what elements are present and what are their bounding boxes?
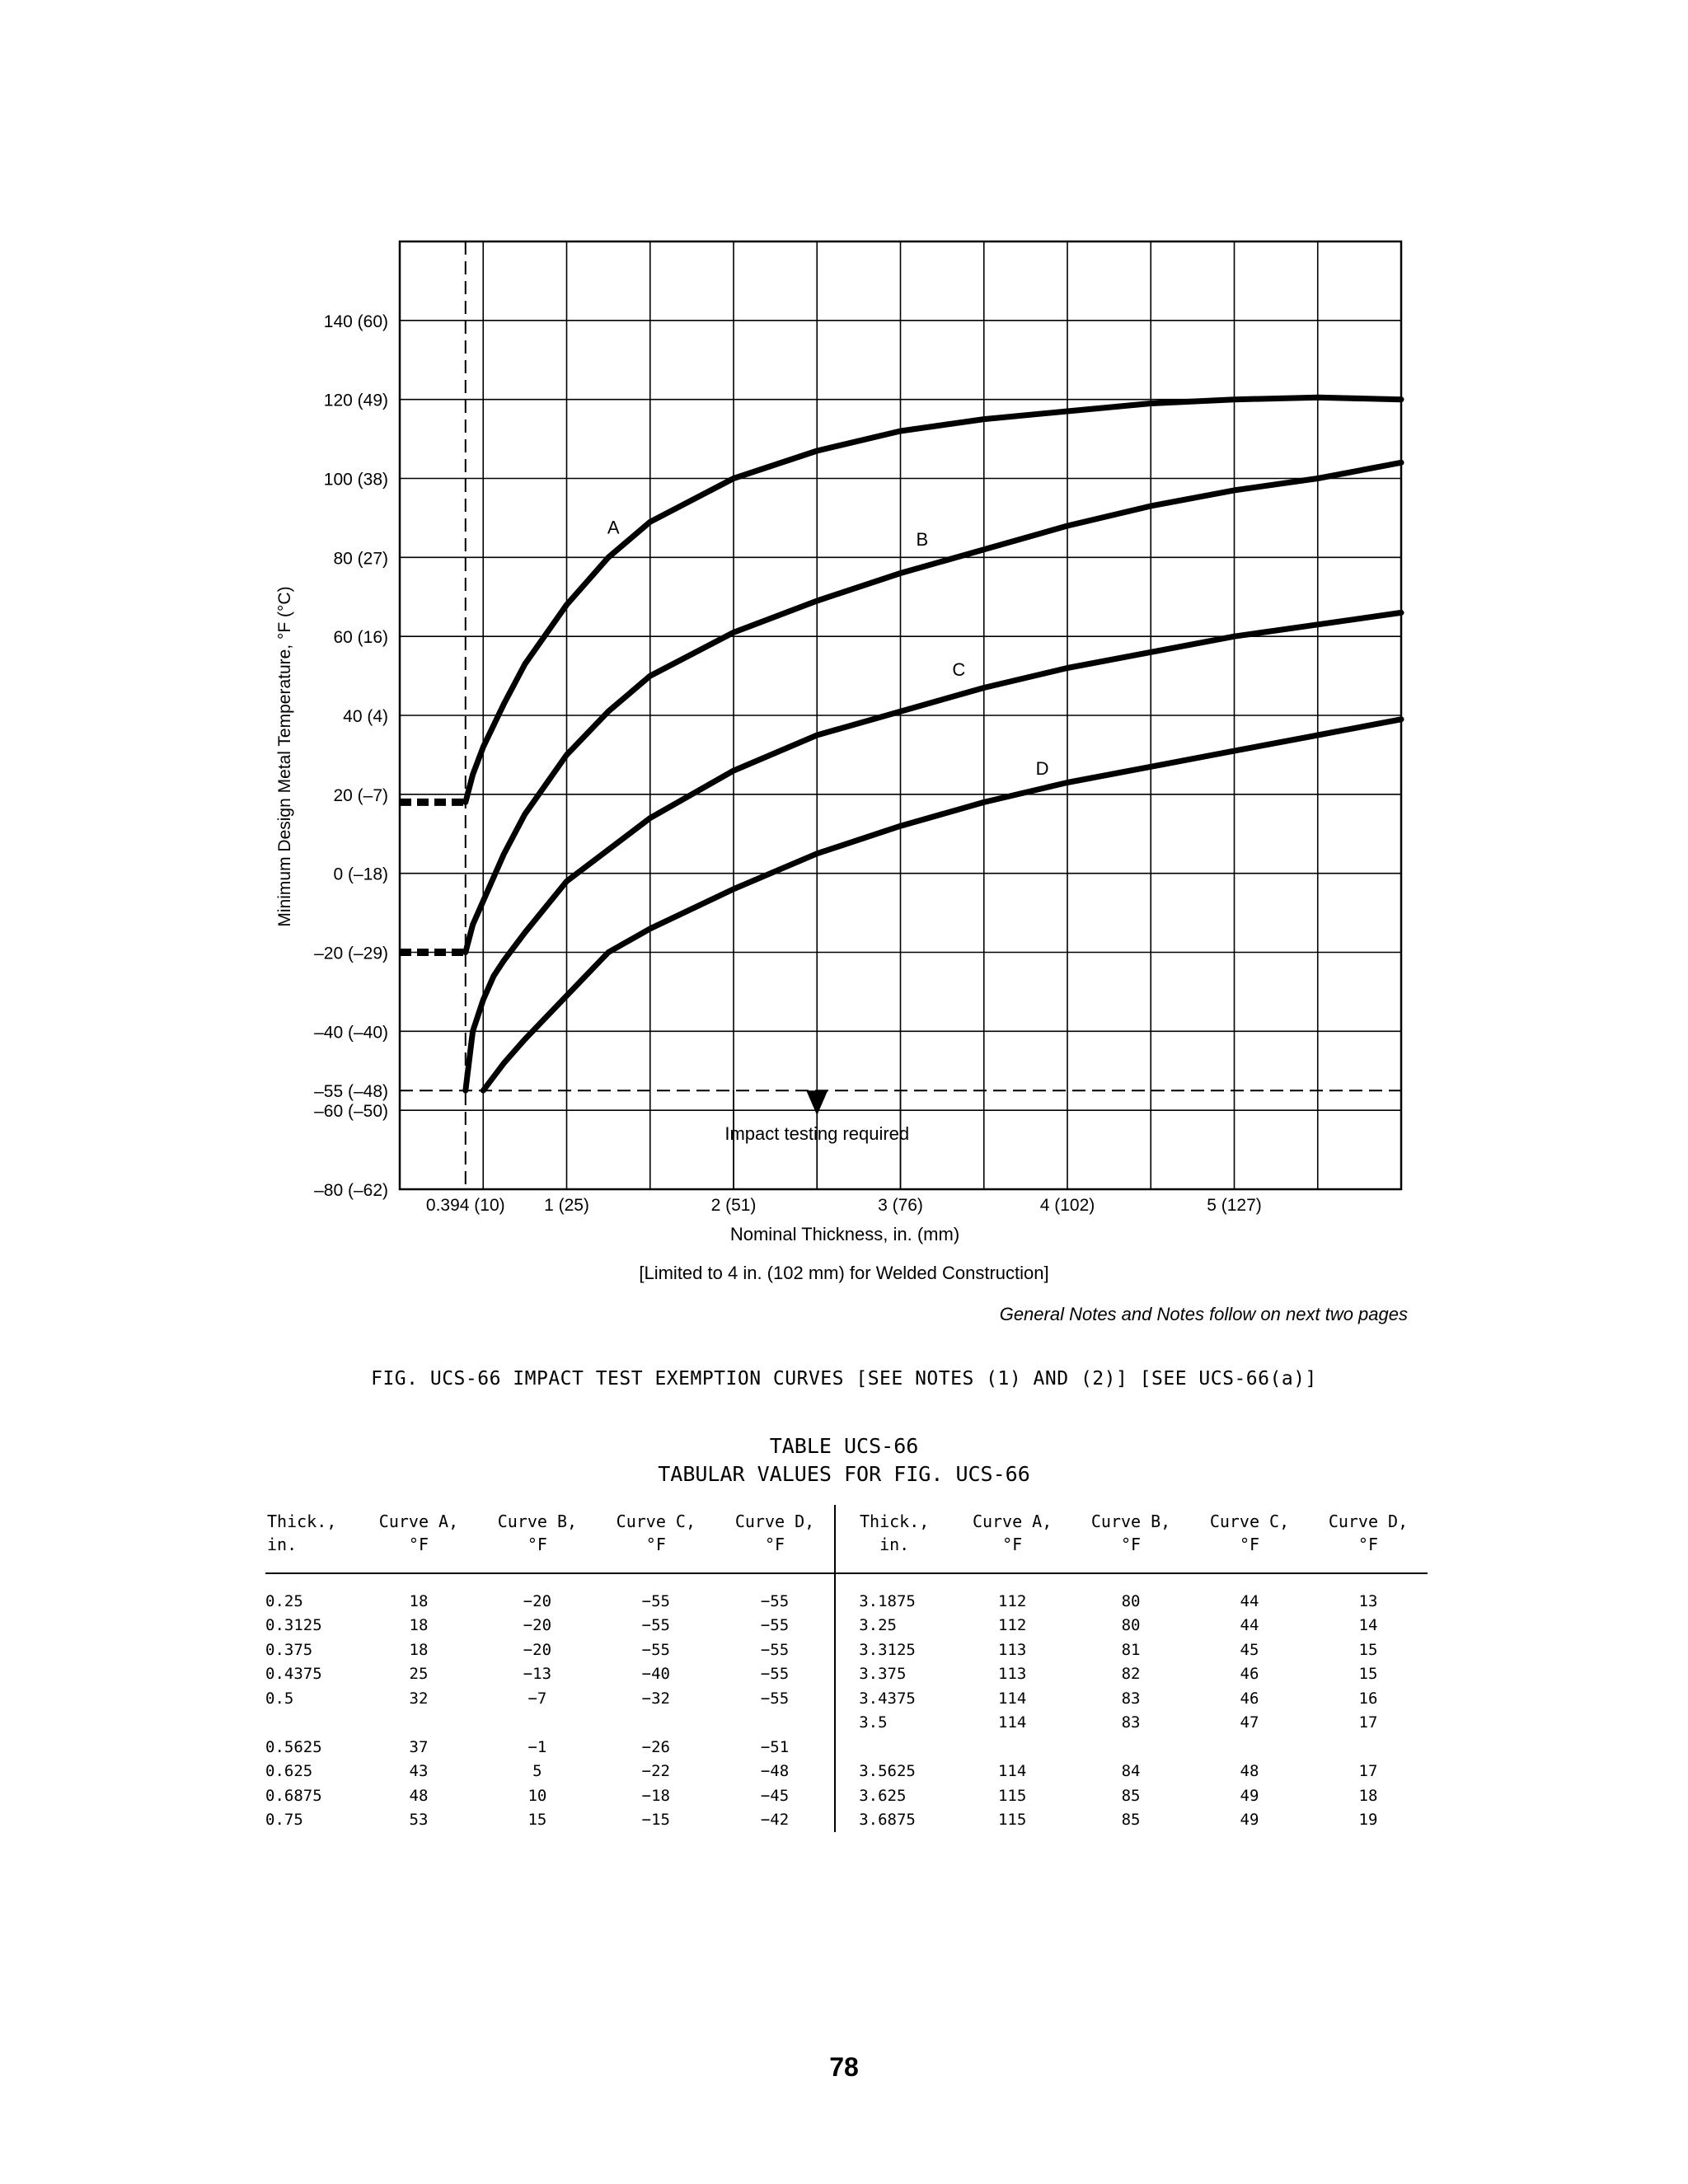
table-cell: 115 <box>997 1786 1027 1805</box>
table-row <box>265 1808 1428 1833</box>
table-cell: 0.75 <box>265 1811 303 1830</box>
table-cell: 48 <box>409 1786 429 1805</box>
table-row <box>265 1760 1428 1784</box>
header-curve-c <box>597 1505 715 1573</box>
table-cell <box>597 1711 715 1736</box>
header-label: Curve D, <box>734 1511 815 1531</box>
table-cell: 0.375 <box>265 1640 313 1659</box>
curve-d <box>483 719 1401 1090</box>
table-cell: −42 <box>760 1811 790 1830</box>
table-cell: 85 <box>1121 1811 1141 1830</box>
table-cell: −20 <box>523 1616 552 1635</box>
table-cell: −55 <box>760 1665 790 1684</box>
table-cell <box>835 1735 953 1760</box>
table-cell: −45 <box>760 1786 790 1805</box>
table-cell: −55 <box>760 1689 790 1708</box>
table-cell: 83 <box>1121 1689 1141 1708</box>
y-tick-label: 120 (49) <box>323 391 388 410</box>
header-unit: °F <box>645 1535 666 1554</box>
table-row <box>265 1686 1428 1711</box>
table-cell <box>478 1711 597 1736</box>
header-curve-a-2 <box>953 1505 1071 1573</box>
table-row <box>265 1638 1428 1662</box>
header-unit: °F <box>527 1535 547 1554</box>
table-cell: 3.25 <box>835 1614 953 1638</box>
y-tick-label: –80 (–62) <box>314 1181 388 1200</box>
header-unit: °F <box>1002 1535 1023 1554</box>
header-curve-d <box>715 1505 835 1573</box>
table-cell: 0.25 <box>265 1591 303 1610</box>
table-cell <box>1309 1735 1428 1760</box>
chart-labels <box>314 312 1262 1215</box>
table-cell: −55 <box>641 1640 670 1659</box>
chart-grid <box>400 241 1401 1189</box>
table-cell: 44 <box>1240 1591 1259 1610</box>
table-cell: 10 <box>528 1786 547 1805</box>
curve-a <box>466 397 1401 802</box>
header-label: Curve A, <box>972 1511 1053 1531</box>
table-cell: 25 <box>409 1665 429 1684</box>
table-cell: 49 <box>1240 1811 1259 1830</box>
header-unit: °F <box>408 1535 429 1554</box>
header-label: Curve C, <box>616 1511 696 1531</box>
table-cell: 37 <box>409 1737 429 1756</box>
x-tick-label: 5 (127) <box>1207 1196 1262 1215</box>
table-cell <box>359 1711 478 1736</box>
table-cell: 49 <box>1240 1786 1259 1805</box>
header-curve-b-2 <box>1071 1505 1190 1573</box>
x-tick-label: 3 (76) <box>878 1196 923 1215</box>
table-cell: 115 <box>997 1811 1027 1830</box>
notes-follow-text: General Notes and Notes follow on next two pages <box>999 1304 1408 1324</box>
table-cell: 3.625 <box>835 1783 953 1808</box>
table-header-row <box>265 1505 1428 1573</box>
table-cell: −1 <box>528 1737 547 1756</box>
table-cell: −22 <box>641 1762 670 1781</box>
table-cell: 82 <box>1121 1665 1141 1684</box>
table-cell: 0.3125 <box>265 1616 322 1635</box>
table-cell: −55 <box>760 1640 790 1659</box>
table-cell: 18 <box>409 1640 429 1659</box>
table-row <box>265 1711 1428 1736</box>
table-cell: 3.5625 <box>835 1760 953 1784</box>
curve-a-label: A <box>607 517 620 538</box>
table-cell: 44 <box>1240 1616 1259 1635</box>
table-cell <box>1071 1735 1190 1760</box>
table-cell: 18 <box>409 1616 429 1635</box>
table-cell: 112 <box>997 1591 1027 1610</box>
header-curve-d-2 <box>1309 1505 1428 1573</box>
table-cell: 85 <box>1121 1786 1141 1805</box>
y-tick-label: 80 (27) <box>333 549 388 569</box>
header-unit: °F <box>1357 1535 1379 1554</box>
table-cell: 3.1875 <box>835 1573 953 1614</box>
curve-b <box>466 462 1401 952</box>
x-tick-label: 2 (51) <box>710 1196 757 1215</box>
table-cell: 3.4375 <box>835 1686 953 1711</box>
header-curve-a <box>359 1505 478 1573</box>
table-cell: 43 <box>409 1762 429 1781</box>
table-cell: 17 <box>1358 1762 1378 1781</box>
table-cell: 81 <box>1121 1640 1141 1659</box>
table-row <box>265 1662 1428 1687</box>
table-cell <box>1190 1735 1309 1760</box>
y-tick-label: 140 (60) <box>323 312 388 331</box>
table-cell <box>715 1711 835 1736</box>
impact-testing-label: Impact testing required <box>724 1123 910 1145</box>
table-cell: 112 <box>997 1616 1027 1635</box>
table-cell: 18 <box>1358 1786 1378 1805</box>
table-cell: −55 <box>760 1591 790 1610</box>
table-cell: 46 <box>1240 1665 1259 1684</box>
table-cell: −55 <box>641 1591 670 1610</box>
table-cell: 53 <box>409 1811 429 1830</box>
header-unit: °F <box>1121 1535 1142 1554</box>
table-row <box>265 1783 1428 1808</box>
table-cell: 16 <box>1358 1689 1378 1708</box>
table-title: TABLE UCS-66 <box>769 1434 919 1458</box>
table-cell: 3.6875 <box>835 1808 953 1833</box>
table-cell: −20 <box>523 1640 552 1659</box>
header-thick <box>265 1505 359 1573</box>
header-label: Curve C, <box>1209 1511 1290 1531</box>
table-cell: −18 <box>641 1786 670 1805</box>
table-cell: 3.5 <box>835 1711 953 1736</box>
table-cell: 17 <box>1358 1713 1378 1732</box>
header-unit: in. <box>879 1535 910 1554</box>
table-cell: 114 <box>997 1689 1027 1708</box>
table-cell: 32 <box>409 1689 429 1708</box>
table-cell: 114 <box>997 1713 1027 1732</box>
table-cell: 14 <box>1358 1616 1378 1635</box>
table-cell: 0.4375 <box>265 1665 322 1684</box>
table-cell: −26 <box>641 1737 670 1756</box>
table-cell: 84 <box>1121 1762 1141 1781</box>
table-subtitle: TABULAR VALUES FOR FIG. UCS-66 <box>658 1462 1030 1486</box>
table-cell: −51 <box>760 1737 790 1756</box>
table-cell: 48 <box>1240 1762 1259 1781</box>
table-cell: −55 <box>760 1616 790 1635</box>
page-number: 78 <box>829 2052 859 2082</box>
curve-c-label: C <box>952 659 966 681</box>
table-cell: 0.625 <box>265 1762 313 1781</box>
header-thick-2 <box>835 1505 953 1573</box>
header-label: Thick., <box>860 1511 930 1531</box>
table-body <box>265 1573 1428 1832</box>
y-tick-label: –60 (–50) <box>314 1102 388 1122</box>
table-cell: 0.6875 <box>265 1786 322 1805</box>
table-cell: 113 <box>997 1665 1027 1684</box>
table-cell <box>953 1735 1071 1760</box>
header-label: Curve A, <box>378 1511 459 1531</box>
x-tick-label: 4 (102) <box>1039 1196 1095 1215</box>
y-tick-label: –20 (–29) <box>314 944 388 963</box>
curve-d-label: D <box>1035 757 1049 779</box>
figure-caption: FIG. UCS-66 IMPACT TEST EXEMPTION CURVES [SEE NOTES (1) AND (2)] [SEE UCS-66(a)] <box>371 1368 1317 1390</box>
table-cell: 5 <box>532 1762 542 1781</box>
table-cell: −32 <box>641 1689 670 1708</box>
table-cell <box>265 1711 359 1736</box>
header-label: Curve D, <box>1328 1511 1409 1531</box>
table-cell: −20 <box>523 1591 552 1610</box>
table-cell: −15 <box>641 1811 670 1830</box>
x-tick-label: 0.394 (10) <box>425 1196 505 1215</box>
table-cell: 83 <box>1121 1713 1141 1732</box>
table-cell: 15 <box>1358 1665 1378 1684</box>
header-unit: °F <box>1239 1535 1260 1554</box>
header-unit: °F <box>764 1535 785 1554</box>
table-cell: −13 <box>523 1665 552 1684</box>
table-cell: 47 <box>1240 1713 1259 1732</box>
tabular-values-table <box>265 1505 1428 1832</box>
table-cell: 46 <box>1240 1689 1259 1708</box>
table-row <box>265 1735 1428 1760</box>
impact-arrow-icon <box>806 1090 828 1115</box>
table-row <box>265 1573 1428 1614</box>
y-axis-title: Minimum Design Metal Temperature, °F (°C) <box>275 586 294 927</box>
table-cell: 113 <box>997 1640 1027 1659</box>
header-label: Thick., <box>267 1511 337 1531</box>
table-cell: 19 <box>1358 1811 1378 1830</box>
curve-b-label: B <box>916 528 929 550</box>
header-label: Curve B, <box>1090 1511 1171 1531</box>
y-tick-label: 0 (–18) <box>333 865 388 884</box>
header-curve-b <box>478 1505 597 1573</box>
table-cell: −48 <box>760 1762 790 1781</box>
table-cell: 80 <box>1121 1591 1141 1610</box>
curve-c <box>466 612 1401 1090</box>
header-label: Curve B, <box>497 1511 578 1531</box>
table-cell: 15 <box>1358 1640 1378 1659</box>
table-cell: 18 <box>409 1591 429 1610</box>
table-cell: 45 <box>1240 1640 1259 1659</box>
table-cell: 0.5625 <box>265 1737 322 1756</box>
x-axis-title: Nominal Thickness, in. (mm) <box>729 1224 960 1244</box>
table-cell: −7 <box>528 1689 547 1708</box>
y-tick-label: 40 (4) <box>343 707 388 726</box>
y-tick-label: –40 (–40) <box>314 1023 388 1043</box>
table-row <box>265 1614 1428 1638</box>
x-tick-label: 1 (25) <box>544 1196 589 1215</box>
table-cell: 13 <box>1358 1591 1378 1610</box>
table-cell: 114 <box>997 1762 1027 1781</box>
table-cell: 15 <box>528 1811 547 1830</box>
y-tick-label: 100 (38) <box>323 470 388 490</box>
welded-limit-note: [Limited to 4 in. (102 mm) for Welded Construction] <box>639 1263 1049 1283</box>
table-cell: 80 <box>1121 1616 1141 1635</box>
header-unit: in. <box>267 1535 298 1554</box>
table-cell: 0.5 <box>265 1689 294 1708</box>
header-curve-c-2 <box>1190 1505 1309 1573</box>
y-tick-label: –55 (–48) <box>314 1082 388 1102</box>
table-cell: −55 <box>641 1616 670 1635</box>
y-tick-label: 60 (16) <box>333 628 388 648</box>
table-cell: −40 <box>641 1665 670 1684</box>
y-tick-label: 20 (–7) <box>333 785 388 805</box>
table-cell: 3.3125 <box>835 1638 953 1662</box>
table-cell: 3.375 <box>835 1662 953 1687</box>
